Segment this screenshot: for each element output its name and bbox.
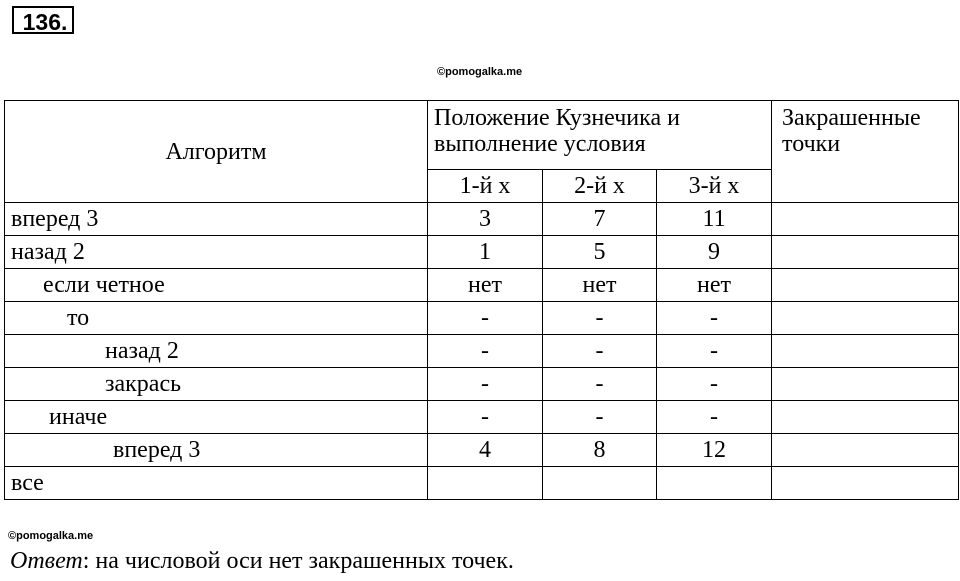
- row-label: то: [5, 302, 428, 335]
- cell-x1: -: [428, 401, 543, 434]
- cell-x3: 12: [657, 434, 772, 467]
- cell-painted: [772, 434, 959, 467]
- answer-label: Ответ: [10, 548, 83, 574]
- cell-painted: [772, 335, 959, 368]
- cell-x2: 5: [543, 236, 657, 269]
- answer-line: [10, 548, 514, 575]
- subheader-x3: 3-й х: [657, 170, 772, 203]
- cell-x3: -: [657, 302, 772, 335]
- header-position: Положение Кузнечика и выполнение условия: [428, 101, 772, 170]
- cell-x2: -: [543, 401, 657, 434]
- cell-x3: -: [657, 335, 772, 368]
- subheader-x2: 2-й х: [543, 170, 657, 203]
- row-label: если четное: [5, 269, 428, 302]
- table-row: [5, 368, 959, 401]
- cell-x3: [657, 467, 772, 500]
- table-row: [5, 203, 959, 236]
- table-row: [5, 269, 959, 302]
- table-row: [5, 335, 959, 368]
- row-label: назад 2: [5, 236, 428, 269]
- watermark-bottom: ©pomogalka.me: [8, 530, 94, 542]
- row-label: иначе: [5, 401, 428, 434]
- header-algorithm: Алгоритм: [5, 101, 428, 203]
- cell-x1: нет: [428, 269, 543, 302]
- cell-x1: 1: [428, 236, 543, 269]
- cell-painted: [772, 236, 959, 269]
- row-label: закрась: [5, 368, 428, 401]
- row-label: вперед 3: [5, 203, 428, 236]
- watermark-top: ©pomogalka.me: [437, 66, 523, 78]
- cell-x2: -: [543, 368, 657, 401]
- cell-x3: -: [657, 401, 772, 434]
- table-row: [5, 434, 959, 467]
- answer-text: : на числовой оси нет закрашенных точек.: [82, 548, 514, 574]
- table-row: [5, 401, 959, 434]
- cell-x2: -: [543, 302, 657, 335]
- cell-x1: -: [428, 368, 543, 401]
- header-painted-points: Закрашенные точки: [772, 101, 959, 203]
- table-row: [5, 302, 959, 335]
- cell-x2: [543, 467, 657, 500]
- cell-x2: 8: [543, 434, 657, 467]
- cell-x3: нет: [657, 269, 772, 302]
- cell-painted: [772, 401, 959, 434]
- cell-x2: 7: [543, 203, 657, 236]
- cell-x1: -: [428, 335, 543, 368]
- algorithm-table: [4, 100, 959, 500]
- cell-x1: [428, 467, 543, 500]
- table-row: [5, 236, 959, 269]
- table-row: [5, 467, 959, 500]
- row-label: вперед 3: [5, 434, 428, 467]
- row-label: назад 2: [5, 335, 428, 368]
- row-label: все: [5, 467, 428, 500]
- cell-x3: -: [657, 368, 772, 401]
- cell-painted: [772, 368, 959, 401]
- cell-painted: [772, 269, 959, 302]
- task-number: 136.: [12, 6, 74, 34]
- cell-x1: -: [428, 302, 543, 335]
- cell-painted: [772, 302, 959, 335]
- cell-painted: [772, 203, 959, 236]
- cell-x3: 9: [657, 236, 772, 269]
- cell-painted: [772, 467, 959, 500]
- cell-x2: нет: [543, 269, 657, 302]
- subheader-x1: 1-й х: [428, 170, 543, 203]
- cell-x1: 3: [428, 203, 543, 236]
- cell-x3: 11: [657, 203, 772, 236]
- cell-x1: 4: [428, 434, 543, 467]
- cell-x2: -: [543, 335, 657, 368]
